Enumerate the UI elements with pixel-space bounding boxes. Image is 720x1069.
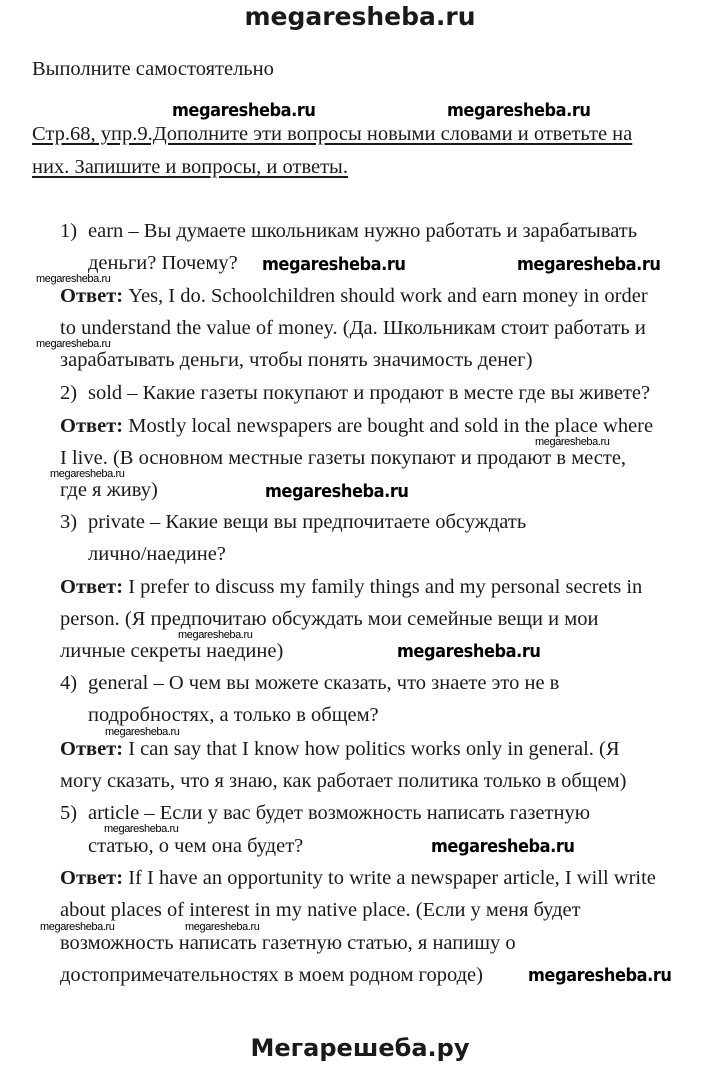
answer-label: Ответ:: [60, 738, 124, 760]
answer-text: I live. (В основном местные газеты покупают и продают в месте,: [60, 447, 627, 469]
item-number: 3): [60, 511, 78, 533]
watermark: megaresheba.ru: [50, 468, 125, 480]
answer-text: Ответ: Yes, I do. Schoolchildren should work and earn money in order: [60, 285, 648, 307]
answer-text: достопримечательностях в моем родном городе): [60, 964, 483, 986]
watermark: megaresheba.ru: [535, 436, 610, 448]
answer-label: Ответ:: [60, 415, 124, 437]
question-text: private – Какие вещи вы предпочитаете обсуждать: [88, 511, 527, 533]
site-footer: Мегарешеба.ру: [250, 1034, 470, 1062]
watermark: megaresheba.ru: [262, 254, 406, 275]
watermark: megaresheba.ru: [185, 921, 260, 933]
watermark: megaresheba.ru: [104, 823, 179, 835]
item-number: 2): [60, 382, 78, 404]
answer-text: person. (Я предпочитаю обсуждать мои семейные вещи и мои: [60, 608, 599, 630]
answer-text: личные секреты наедине): [60, 640, 284, 662]
question-text: статью, о чем она будет?: [88, 835, 304, 857]
watermark: megaresheba.ru: [172, 100, 316, 121]
answer-text: Ответ: I can say that I know how politics works only in general. (Я: [60, 738, 620, 760]
watermark: megaresheba.ru: [265, 481, 409, 502]
item-number: 5): [60, 802, 78, 824]
watermark: megaresheba.ru: [36, 273, 111, 285]
question-text: подробностях, а только в общем?: [88, 704, 379, 726]
task-title-line2: них. Запишите и вопросы, и ответы.: [32, 156, 348, 178]
question-text: деньги? Почему?: [88, 252, 238, 274]
watermark: megaresheba.ru: [447, 100, 591, 121]
watermark: megaresheba.ru: [431, 836, 575, 857]
site-header: megaresheba.ru: [244, 2, 476, 31]
question-text: earn – Вы думаете школьникам нужно работать и зарабатывать: [88, 220, 638, 242]
answer-text: возможность написать газетную статью, я напишу о: [60, 932, 516, 954]
question-text: лично/наедине?: [88, 543, 226, 565]
question-text: general – О чем вы можете сказать, что знаете это не в: [88, 672, 560, 694]
answer-text: about places of interest in my native place. (Если у меня будет: [60, 899, 581, 921]
watermark: megaresheba.ru: [528, 965, 672, 986]
watermark: megaresheba.ru: [105, 726, 180, 738]
answer-text: зарабатывать деньги, чтобы понять значимость денег): [60, 349, 533, 371]
answer-text: могу сказать, что я знаю, как работает политика только в общем): [60, 770, 627, 792]
watermark: megaresheba.ru: [397, 641, 541, 662]
answer-label: Ответ:: [60, 867, 124, 889]
question-text: sold – Какие газеты покупают и продают в месте где вы живете?: [88, 382, 651, 404]
item-number: 1): [60, 220, 78, 242]
answer-text: Ответ: Mostly local newspapers are bought and sold in the place where: [60, 415, 654, 437]
intro-text: Выполните самостоятельно: [32, 58, 274, 80]
answer-label: Ответ:: [60, 576, 124, 598]
task-title-line1: Стр.68, упр.9.Дополните эти вопросы новыми словами и ответьте на: [32, 123, 633, 145]
watermark: megaresheba.ru: [517, 254, 661, 275]
answer-text: Ответ: If I have an opportunity to write a newspaper article, I will write: [60, 867, 656, 889]
item-number: 4): [60, 672, 78, 694]
answer-text: to understand the value of money. (Да. Школьникам стоит работать и: [60, 317, 646, 339]
watermark: megaresheba.ru: [178, 629, 253, 641]
answer-text: где я живу): [60, 479, 158, 501]
watermark: megaresheba.ru: [40, 921, 115, 933]
watermark: megaresheba.ru: [36, 338, 111, 350]
answer-label: Ответ:: [60, 285, 124, 307]
question-text: article – Если у вас будет возможность написать газетную: [88, 802, 591, 824]
answer-text: Ответ: I prefer to discuss my family things and my personal secrets in: [60, 576, 643, 598]
